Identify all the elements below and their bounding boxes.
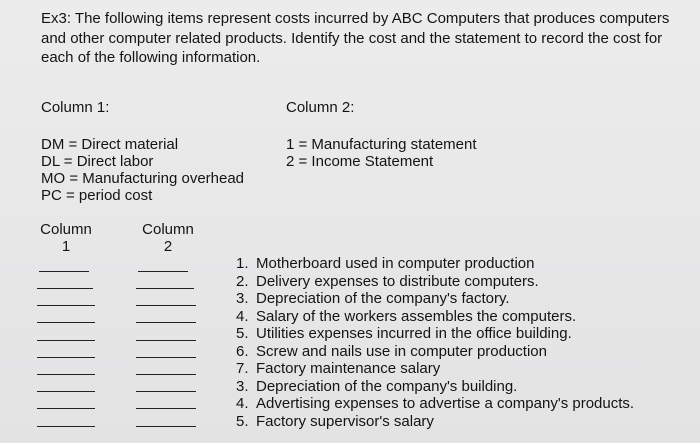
item-text: Factory maintenance salary xyxy=(256,360,441,377)
list-item xyxy=(236,325,634,343)
legend-income-statement: 2 = Income Statement xyxy=(286,153,434,170)
answer-blank-col1[interactable] xyxy=(37,426,95,427)
legend-direct-labor: DL = Direct labor xyxy=(41,153,154,170)
answer-blank-col2[interactable] xyxy=(136,322,196,323)
answer-column1-heading xyxy=(40,221,92,255)
item-number: 7. xyxy=(236,360,249,377)
legend-manufacturing-statement: 1 = Manufacturing statement xyxy=(286,136,477,153)
answer-blank-col1[interactable] xyxy=(37,391,95,392)
list-item xyxy=(236,360,634,378)
answer-column1-heading-number: 1 xyxy=(61,238,71,255)
column2-heading: Column 2: xyxy=(286,99,355,116)
cost-type-legend xyxy=(41,136,244,204)
item-number: 5. xyxy=(236,325,249,342)
list-item xyxy=(236,395,634,413)
cost-items-list xyxy=(236,255,634,430)
item-number: 2. xyxy=(236,272,249,290)
answer-column2-heading-word: Column xyxy=(142,221,194,238)
answer-blank-col1[interactable] xyxy=(37,357,95,358)
answer-blank-col2[interactable] xyxy=(136,374,196,375)
statement-legend xyxy=(286,136,477,170)
answer-column2-heading-number: 2 xyxy=(163,238,173,255)
item-text: Factory supervisor's salary xyxy=(256,412,434,430)
item-number: 4. xyxy=(236,395,249,412)
list-item xyxy=(236,273,634,291)
answer-column1-heading-word: Column xyxy=(40,221,92,238)
exercise-instructions: Ex3: The following items represent costs incurred by ABC Computers that produces computers and other computer related products. Identify the cost and the statement to record the cost for each of the following information. xyxy=(41,10,670,66)
answer-blank-col2[interactable] xyxy=(136,391,196,392)
answer-blank-col1[interactable] xyxy=(39,271,89,272)
item-number: 1. xyxy=(236,255,249,272)
item-text: Delivery expenses to distribute computers. xyxy=(256,272,539,290)
item-number: 6. xyxy=(236,342,249,360)
legend-direct-material: DM = Direct material xyxy=(41,136,179,153)
answer-column2-heading xyxy=(140,221,196,255)
list-item xyxy=(236,290,634,308)
column1-heading: Column 1: xyxy=(41,99,110,116)
list-item xyxy=(236,413,634,431)
answer-blank-col2[interactable] xyxy=(136,357,196,358)
answer-blank-col2[interactable] xyxy=(136,305,196,306)
answer-blank-col1[interactable] xyxy=(37,340,95,341)
list-item xyxy=(236,255,634,273)
answer-blank-col1[interactable] xyxy=(37,374,95,375)
list-item xyxy=(236,378,634,396)
item-text: Salary of the workers assembles the computers. xyxy=(256,307,577,325)
answer-blank-col2[interactable] xyxy=(136,426,196,427)
answer-blank-col2[interactable] xyxy=(138,271,188,272)
legend-period-cost: PC = period cost xyxy=(41,187,153,204)
answer-blank-col2[interactable] xyxy=(136,340,196,341)
answer-blank-col2[interactable] xyxy=(136,408,196,409)
list-item xyxy=(236,308,634,326)
item-text: Depreciation of the company's factory. xyxy=(256,290,510,307)
answer-blank-col2[interactable] xyxy=(136,288,194,289)
list-item xyxy=(236,343,634,361)
answer-blank-col1[interactable] xyxy=(37,408,95,409)
item-text: Screw and nails use in computer production xyxy=(256,342,547,360)
answer-blank-col1[interactable] xyxy=(37,322,95,323)
item-number: 5. xyxy=(236,412,249,430)
legend-manufacturing-overhead: MO = Manufacturing overhead xyxy=(41,170,245,187)
item-text: Utilities expenses incurred in the office building. xyxy=(256,325,572,342)
item-text: Advertising expenses to advertise a company's products. xyxy=(256,395,635,412)
item-number: 4. xyxy=(236,307,249,325)
item-text: Depreciation of the company's building. xyxy=(256,377,518,395)
item-number: 3. xyxy=(236,290,249,307)
item-text: Motherboard used in computer production xyxy=(256,255,535,272)
answer-blank-col1[interactable] xyxy=(37,305,95,306)
item-number: 3. xyxy=(236,377,249,395)
answer-blank-col1[interactable] xyxy=(37,288,93,289)
